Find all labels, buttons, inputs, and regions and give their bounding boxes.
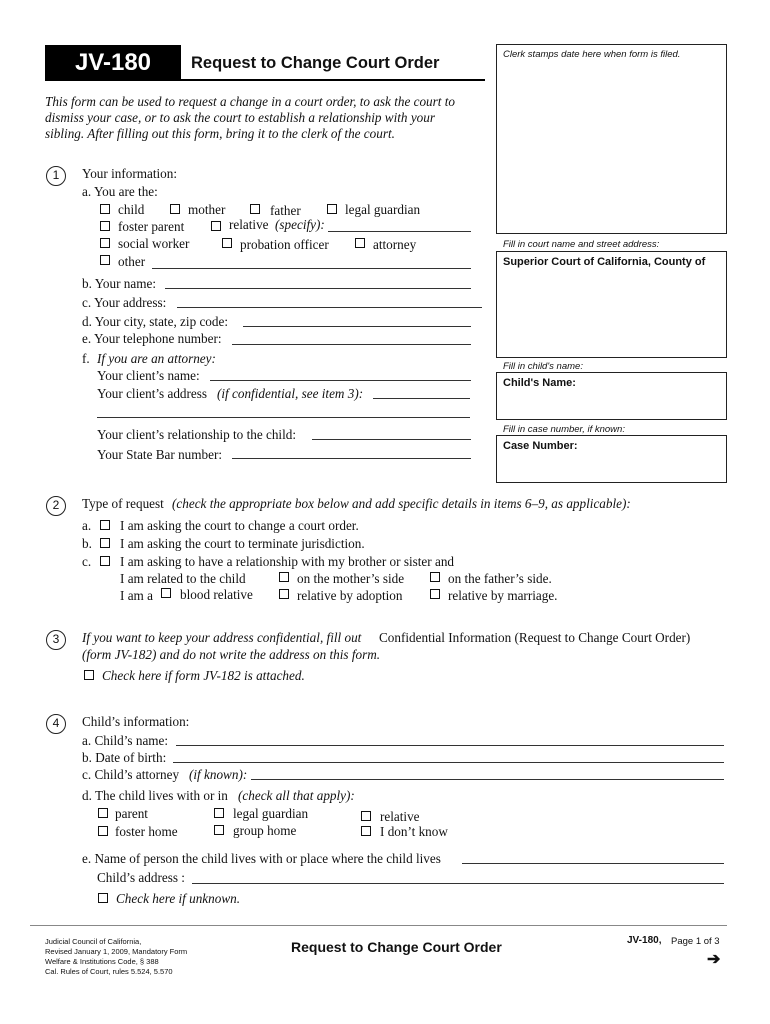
label-social-worker: social worker [118,236,190,251]
item-3-line1-italic: If you want to keep your address confidential, fill out [82,630,362,645]
item-4c-note: (if known): [189,767,248,782]
label-father: father [270,203,301,218]
item-4-heading: Child’s information: [82,714,190,729]
checkbox-sibling[interactable] [100,556,110,566]
child-address-label: Child’s address : [97,870,185,885]
item-4d-note: (check all that apply): [238,788,355,803]
label-relative: relative [229,217,269,232]
intro-line-3: sibling. After filling out this form, bring it to the clerk of the court. [45,126,395,141]
checkbox-lives-legal-guardian[interactable] [214,808,224,818]
footer-rule [30,925,727,926]
checkbox-terminate[interactable] [100,538,110,548]
client-relationship-label: Your client’s relationship to the child: [97,427,297,442]
client-name-line[interactable] [210,380,471,381]
marriage-label: relative by marriage. [448,588,558,603]
label-attorney: attorney [373,237,417,252]
checkbox-lives-dont-know[interactable] [361,826,371,836]
checkbox-mothers-side[interactable] [279,572,289,582]
checkbox-change-order[interactable] [100,520,110,530]
court-name: Superior Court of California, County of [503,256,706,268]
adoption-label: relative by adoption [297,588,403,603]
intro-line-2: dismiss your case, or to ask the court to establish a relationship with your [45,110,435,125]
clerk-stamp-label: Clerk stamps date here when form is filed. [503,49,681,60]
item-2-heading: Type of request [82,496,164,511]
form-id: JV-180 [74,49,152,76]
checkbox-social-worker[interactable] [100,238,110,248]
item-2b-letter: b. [82,536,92,551]
label-foster-parent: foster parent [118,219,185,234]
court-fill-label: Fill in court name and street address: [503,239,660,250]
item-2-number: 2 [46,496,66,516]
lives-parent-label: parent [115,806,148,821]
checkbox-blood-relative[interactable] [161,588,171,598]
next-page-arrow-icon[interactable]: ➔ [707,951,721,968]
item-1f-label: If you are an attorney: [97,351,216,366]
footer-page: Page 1 of 3 [671,936,720,947]
your-address-line[interactable] [177,307,482,308]
item-4b-label: b. Date of birth: [82,750,167,765]
address-unknown-label: Check here if unknown. [116,891,241,906]
blood-relative-label: blood relative [180,587,253,602]
item-1d-label: d. Your city, state, zip code: [82,314,229,329]
checkbox-marriage[interactable] [430,589,440,599]
checkbox-probation-officer[interactable] [222,238,232,248]
child-name-label: Child's Name: [503,377,576,389]
footer-line-1: Judicial Council of California, [45,937,142,946]
item-2a-text: I am asking the court to change a court order. [120,518,359,533]
checkbox-relative[interactable] [211,221,221,231]
item-1-heading: Your information: [82,166,178,181]
item-4c-label: c. Child’s attorney [82,767,180,782]
label-relative-specify: (specify): [275,217,325,232]
checkbox-lives-parent[interactable] [98,808,108,818]
child-attorney-line[interactable] [251,779,724,780]
footer-title: Request to Change Court Order [291,939,502,955]
label-probation-officer: probation officer [240,237,329,252]
item-1c-label: c. Your address: [82,295,167,310]
item-2a-letter: a. [82,518,92,533]
checkbox-fathers-side[interactable] [430,572,440,582]
clerk-stamp-box[interactable] [496,44,727,234]
checkbox-address-unknown[interactable] [98,893,108,903]
item-1e-label: e. Your telephone number: [82,331,222,346]
item-1b-label: b. Your name: [82,276,156,291]
checkbox-jv182-attached[interactable] [84,670,94,680]
client-address-label: Your client’s address [97,386,208,401]
other-line[interactable] [152,268,471,269]
label-mother: mother [188,202,226,217]
item-1f-prefix: f. [82,351,90,366]
client-address-line-1[interactable] [373,398,470,399]
checkbox-attorney[interactable] [355,238,365,248]
i-am-a-label: I am a [120,588,153,603]
case-number-label: Case Number: [503,440,578,452]
relative-specify-line[interactable] [328,231,471,232]
checkbox-child[interactable] [100,204,110,214]
form-title: Request to Change Court Order [191,54,440,72]
date-of-birth-line[interactable] [173,762,724,763]
item-3-number: 3 [46,630,66,650]
label-other: other [118,254,146,269]
your-name-line[interactable] [165,288,471,289]
lives-dont-know-label: I don’t know [380,824,448,839]
lives-legal-guardian-label: legal guardian [233,806,309,821]
checkbox-adoption[interactable] [279,589,289,599]
client-address-note: (if confidential, see item 3): [217,386,364,401]
item-1a-label: a. You are the: [82,184,158,199]
item-4e-label: e. Name of person the child lives with or place where the child lives [82,851,441,866]
client-name-label: Your client’s name: [97,368,200,383]
intro-line-1: This form can be used to request a change in a court order, to ask the court to [45,94,455,109]
telephone-line[interactable] [232,344,471,345]
lives-relative-label: relative [380,809,420,824]
checkbox-legal-guardian[interactable] [327,204,337,214]
footer-line-3: Welfare & Institutions Code, § 388 [45,957,159,966]
child-fill-label: Fill in child's name: [503,361,583,372]
child-lives-with-line[interactable] [462,863,724,864]
lives-foster-home-label: foster home [115,824,178,839]
checkbox-lives-relative[interactable] [361,811,371,821]
lives-group-home-label: group home [233,823,297,838]
client-relationship-line[interactable] [312,439,471,440]
header-rule [181,79,485,81]
footer-line-4: Cal. Rules of Court, rules 5.524, 5.570 [45,967,173,976]
label-child: child [118,202,145,217]
client-address-line-2[interactable] [97,417,470,418]
item-4d-label: d. The child lives with or in [82,788,228,803]
item-4a-label: a. Child’s name: [82,733,169,748]
item-4-number: 4 [46,714,66,734]
checkbox-foster-parent[interactable] [100,221,110,231]
footer-line-2: Revised January 1, 2009, Mandatory Form [45,947,188,956]
state-bar-label: Your State Bar number: [97,447,223,462]
item-2c-text: I am asking to have a relationship with my brother or sister and [120,554,455,569]
item-2c-letter: c. [82,554,92,569]
checkbox-lives-foster-home[interactable] [98,826,108,836]
checkbox-lives-group-home[interactable] [214,825,224,835]
state-bar-line[interactable] [232,458,471,459]
child-name-line[interactable] [176,745,724,746]
checkbox-other[interactable] [100,255,110,265]
jv182-attached-label: Check here if form JV-182 is attached. [102,668,305,683]
label-legal-guardian: legal guardian [345,202,421,217]
mothers-side-label: on the mother’s side [297,571,405,586]
fathers-side-label: on the father’s side. [448,571,552,586]
item-2b-text: I am asking the court to terminate jurisdiction. [120,536,365,551]
item-3-line1-regular: Confidential Information (Request to Change Court Order) [379,630,691,645]
footer-form-id: JV-180, [627,935,662,946]
item-2-heading-note: (check the appropriate box below and add specific details in items 6–9, as applicable): [172,496,631,511]
checkbox-mother[interactable] [170,204,180,214]
city-state-zip-line[interactable] [243,326,471,327]
item-3-line2: (form JV-182) and do not write the address on this form. [82,647,381,662]
item-1-number: 1 [46,166,66,186]
child-address-line[interactable] [192,883,724,884]
case-fill-label: Fill in case number, if known: [503,424,625,435]
related-label: I am related to the child [120,571,246,586]
checkbox-father[interactable] [250,204,260,214]
